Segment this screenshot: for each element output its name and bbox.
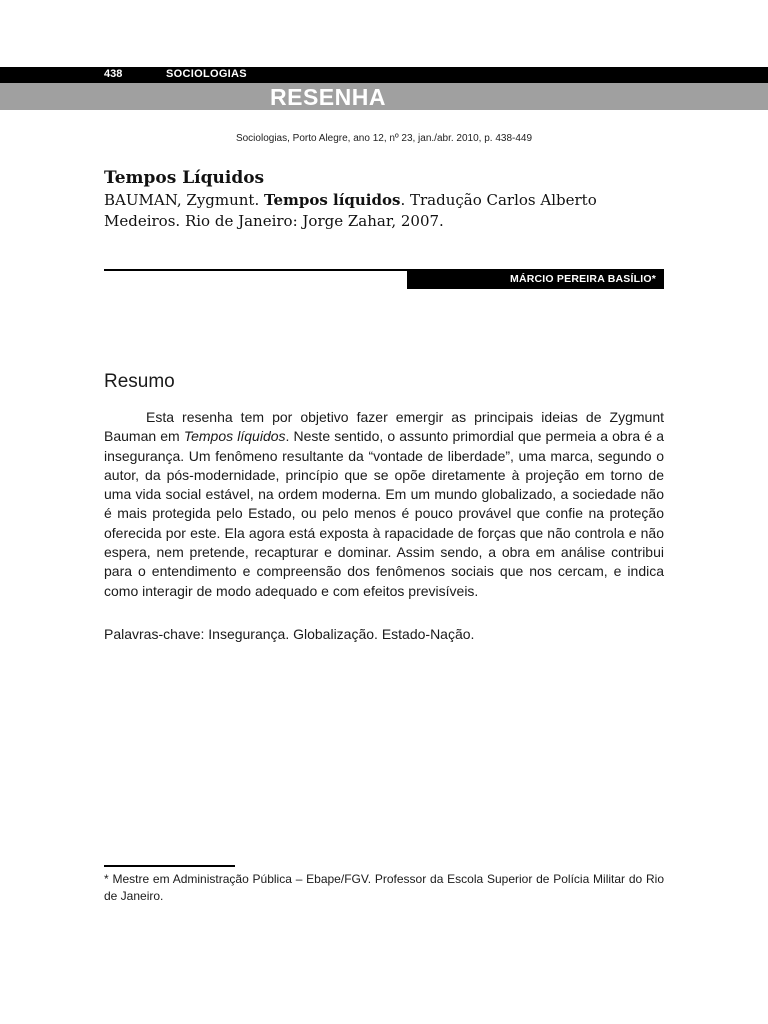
abstract-heading: Resumo — [104, 371, 175, 392]
author-name: MÁRCIO PEREIRA BASÍLIO* — [510, 273, 656, 285]
book-ref-author: BAUMAN, Zygmunt. — [104, 191, 264, 209]
book-title: Tempos Líquidos — [104, 168, 265, 188]
keywords: Palavras-chave: Insegurança. Globalização. Estado-Nação. — [104, 626, 475, 642]
book-reference — [104, 190, 664, 232]
page-number: 438 — [104, 68, 123, 80]
section-bar — [0, 83, 768, 110]
footnote-rule — [104, 865, 235, 867]
journal-name: SOCIOLOGIAS — [166, 68, 247, 80]
book-ref-title: Tempos líquidos — [264, 191, 401, 209]
citation-line: Sociologias, Porto Alegre, ano 12, nº 23, jan./abr. 2010, p. 438-449 — [235, 133, 533, 144]
abstract-text-end: . Neste sentido, o assunto primordial que permeia a obra é a insegurança. Um fenômeno resultante da “vontade de liberdade”, uma marca, segundo o autor, da pós-modernidade, princípio que se opõe diretamente à projeção em torno de uma vida social estável, na ordem moderna. Em um mundo globalizado, a sociedade não é mais protegida pelo Estado, ou pelo menos é pouco provável que confie na proteção oferecida por este. Ela agora está exposta à rapacidade de forças que não controla e não espera, nem pretende, recapturar e dominar. Assim sendo, a obra em análise contribui para o entendimento e compreensão dos fenômenos sociais que nos cercam, e indica como interagir de modo adequado e com efeitos previsíveis. — [104, 428, 664, 599]
abstract-text — [104, 408, 664, 601]
header-bar — [0, 67, 768, 83]
author-box — [407, 269, 664, 289]
abstract-book-title: Tempos líquidos — [183, 428, 286, 445]
section-label: RESENHA — [270, 84, 386, 110]
book-ref-details: . Tradução Carlos Alberto Medeiros. Rio de Janeiro: Jorge Zahar, 2007. — [104, 191, 597, 230]
divider-rule — [104, 269, 407, 271]
footnote: * Mestre em Administração Pública – Ebape/FGV. Professor da Escola Superior de Polícia Militar do Rio de Janeiro. — [104, 872, 664, 903]
abstract-text-start: Esta resenha tem por objetivo fazer emergir as principais ideias de Zygmunt Bauman em — [104, 409, 664, 445]
